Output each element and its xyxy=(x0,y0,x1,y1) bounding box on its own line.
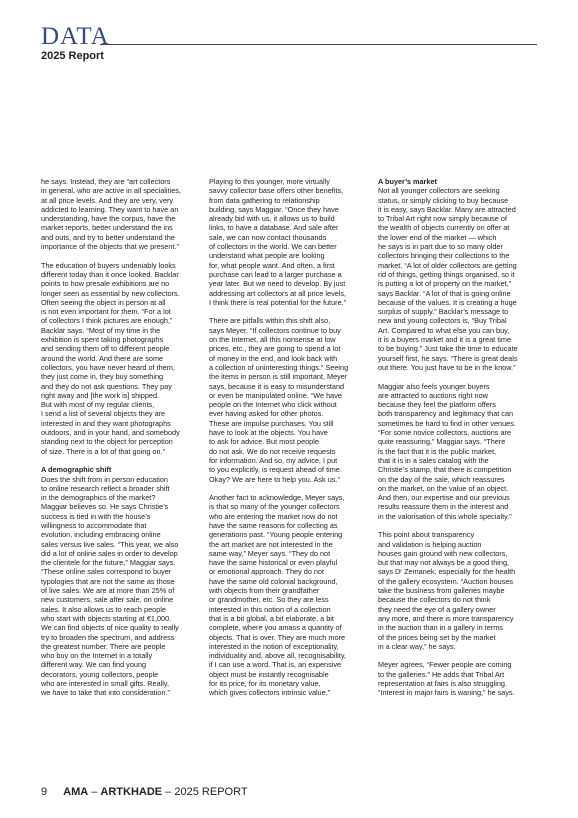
paragraph: he says. Instead, they are “art collectors in general, who are active in all specialities, at all price levels. And they are very, very addicted to learning. They want to have an understanding, have the corpus, have the market reports, better understand the ins and outs, and try to better understand the importance of the objects that we present.” xyxy=(41,177,181,252)
text-column-1 xyxy=(41,177,199,707)
paragraph: Meyer agrees, “Fewer people are coming to the galleries.” He adds that Tribal Art representation at fairs is also struggling. “Interest in major fairs is waning,” he says. xyxy=(378,660,515,698)
page-header xyxy=(41,24,110,62)
section-heading: A buyer’s market xyxy=(378,177,437,186)
footer-publisher: ARTKHADE xyxy=(100,786,163,798)
section-heading: A demographic shift xyxy=(41,465,112,475)
paragraph: The education of buyers undeniably looks different today than it once looked. Backlar points to how presale exhibitions are no longer seen as essential by new collectors. Often seeing the object in person at all is not even important for them. “For a lot of collectors I think pictures are enough,” Backlar says. “Most of my time in the exhibition is spent taking photographs and sending them off to different people around the world. And there are some collectors, you have never heard of them, they just come in, they buy something and they do not ask questions. They pay right away and [the work is] shipped. But with most of my regular clients, I send a list of several objects they are interested in and they want photographs outdoors, and in your hand, and somebody standing next to the object for perception of size. There is a lot of that going on.” xyxy=(41,260,180,456)
paragraph: Does the shift from in person education to online research reflect a broader shift in the demographics of the market? Maggiar believes so. He says Christie’s success is tied in with the house’s willingness to accommodate that evolution, including embracing online sales versus live sales. “This year, we also did a lot of online sales in order to develop the clientele for the future,” Maggiar says. “These online sales correspond to buyer typologies that are not the same as those of live sales. We are at more than 25% of new customers, sale after sale, on online sales. It also allows us to reach people who start with objects starting at €1,000. We can find objects of nice quality to really try to broaden the spectrum, and address the greatest number. There are people who buy on the Internet in a totally different way. We can find young decorators, young collectors, people who are interested in small gifts. Really, we have to take that into consideration.” xyxy=(41,474,179,698)
text-column-2 xyxy=(209,177,367,707)
paragraph: There are pitfalls within this shift also, says Meyer. “If collectors continue to buy on the Internet, all this nonsense at low prices, etc., they are going to spend a lot of money in the end, and look back with a collection of uninteresting things.” Seeing the items in person is still important, Meyer says, because it is easy to misunderstand or even be manipulated online. “We have people on the Internet who click without ever having asked for other photos. These are impulse purchases. You still have to look at the objects. You have to ask for advice. But most people do not ask. We do not receive requests for information. And so, my advice, I put to you explicitly, is request ahead of time. Okay? We are here to help you. Ask us.” xyxy=(209,316,349,484)
footer-brand: AMA xyxy=(63,786,89,798)
paragraph: Playing to this younger, more virtually savvy collector base offers other benefits, from data gathering to relationship building, says Maggiar. “Once they have already bid with us, it allows us to build links, to have a database. And sale after sale, we can now contact thousands of collectors in the world. We can better understand what people are looking for, what people want. And often, a first purchase can lead to a larger purchase a year later. But we need to develop. By just addressing art collectors at all price levels, I think there is real potential for the future.” xyxy=(209,177,347,307)
paragraph: Another fact to acknowledge, Meyer says, is that so many of the younger collectors who are entering the market now do not have the same reasons for collecting as generations past. “Young people entering the art market are not interested in the same way,” Meyer says. “They do not have the same historical or even playful or emotional approach. They do not have the same old colonial background, with objects from their grandfather or grandmother, etc. So they are less interested in this notion of a collection that is a bit global, a bit elaborate, a bit complete, where you amass a quantity of objects. That is over. They are much more interested in the notion of exceptionality, individuality and, above all, recognisability, if I can use a word. That is, an expensive object must be instantly recognisable for its price, for its monetary value, which gives collectors intrinsic value.” xyxy=(209,493,346,698)
section-subtitle: 2025 Report xyxy=(41,50,104,62)
footer-separator: – xyxy=(162,786,175,798)
page-number: 9 xyxy=(41,786,48,798)
paragraph: This point about transparency and validation is helping auction houses gain ground with new collectors, but that may not always be a good thing, says Dʳ Zemanek, especially for the health of the gallery ecosystem. “Auction houses take the business from galleries maybe because the collectors do not think they need the eye of a gallery owner any more, and there is more transparency in the auction than in a gallery in terms of the prices being set by the market in a clear way,” he says. xyxy=(378,530,516,651)
paragraph: Maggiar also feels younger buyers are attracted to auctions right now because they feel the platform offers both transparency and legitimacy that can sometimes be hard to find in other venues. “For some novice collectors, auctions are quite reassuring,” Maggiar says. “There is the fact that it is the public market, that it is in a sales catalog with the Christie’s stamp, that there is competition on the day of the sale, which reassures on the market, on the value of an object. And then, our expertise and our previous results reassure them in the interest and in the valorisation of this whole specialty.” xyxy=(378,381,516,521)
text-column-3 xyxy=(378,177,536,707)
header-rule xyxy=(100,44,537,45)
page-footer xyxy=(41,786,248,798)
paragraph: Not all younger collectors are seeking status, or simply clicking to buy because it is easy, says Backlar. Many are attracted to Tribal Art right now simply because of the wealth of objects currently on offer at the lower end of the market — which he says is in part due to so many older collectors bringing their collections to the market. “A lot of older collectors are getting rid of things, getting things organised, so it is putting a lot of property on the market,” says Backlar. “A lot of that is going online because of the values. It is creating a huge surplus of supply.” Backlar’s message to new and young collectors is, “Buy Tribal Art. Compared to what else you can buy, it is a buyers market and it is a great time to be buying.” Just take the time to educate yourself first, he says. “There is great deals out there. You just have to be in the know.” xyxy=(378,186,518,372)
footer-report: 2025 REPORT xyxy=(174,786,248,798)
footer-separator: – xyxy=(88,786,101,798)
section-title: DATA xyxy=(41,23,110,50)
